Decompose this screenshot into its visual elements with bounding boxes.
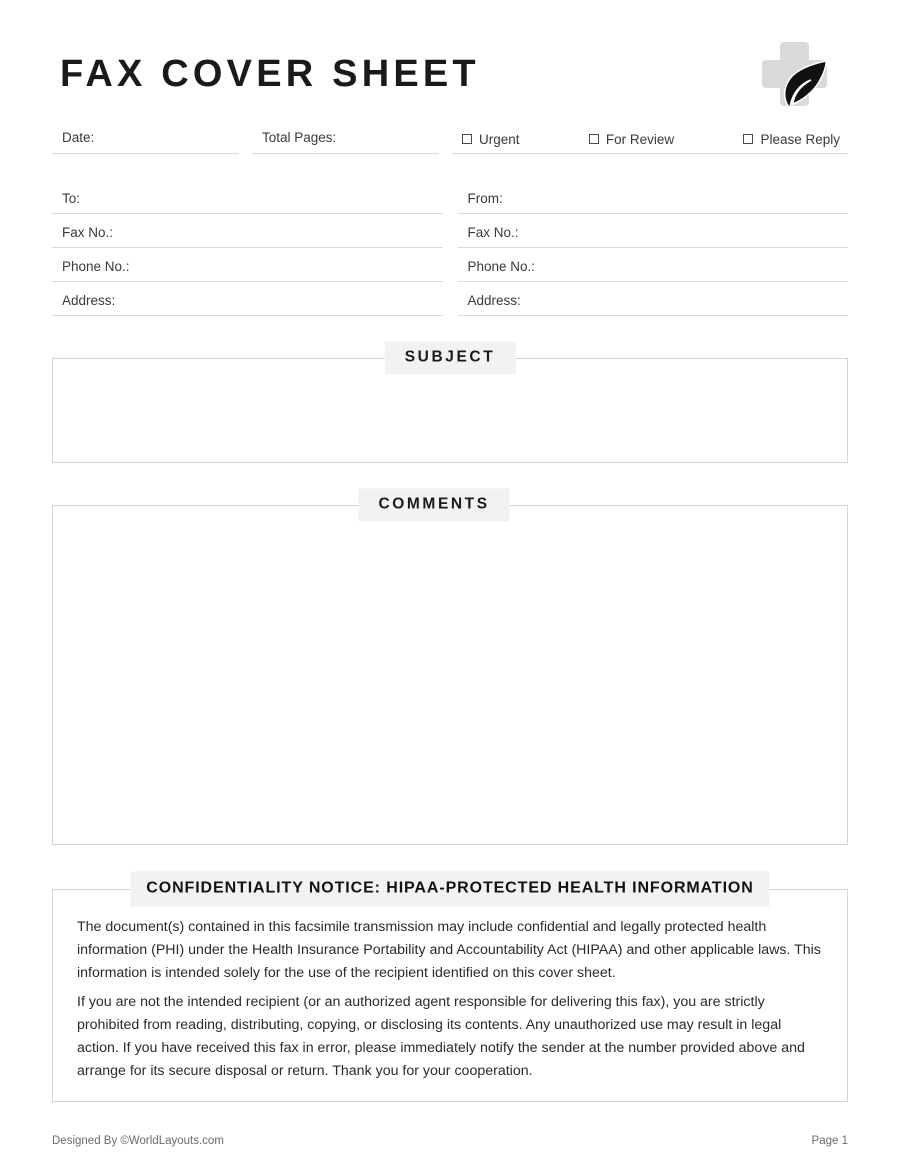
confidentiality-notice-box <box>52 889 848 1102</box>
total-pages-label: Total Pages: <box>262 130 337 145</box>
sender-from-field[interactable] <box>458 180 849 214</box>
sender-address-label: Address: <box>467 292 521 308</box>
medical-cross-leaf-logo-icon <box>756 38 834 110</box>
checkbox-square-icon[interactable] <box>462 134 472 144</box>
subject-section <box>52 348 848 463</box>
sender-fax-label: Fax No.: <box>467 224 519 240</box>
comments-input-area[interactable] <box>52 505 848 845</box>
recipient-phone-label: Phone No.: <box>62 258 130 274</box>
page-header <box>52 0 848 118</box>
sender-phone-label: Phone No.: <box>467 258 536 274</box>
recipient-to-field[interactable] <box>52 180 443 214</box>
recipient-to-label: To: <box>62 190 81 206</box>
sender-column <box>458 180 849 316</box>
recipient-address-label: Address: <box>62 292 116 308</box>
date-field[interactable] <box>52 130 238 154</box>
checkbox-please-reply-label: Please Reply <box>760 131 840 147</box>
recipient-fax-field[interactable] <box>52 214 443 248</box>
sender-phone-field[interactable] <box>458 248 849 282</box>
checkbox-square-icon[interactable] <box>589 134 599 144</box>
recipient-phone-field[interactable] <box>52 248 443 282</box>
confidentiality-notice-section <box>52 879 848 1102</box>
checkbox-for-review-label: For Review <box>605 131 675 147</box>
confidentiality-notice-heading: CONFIDENTIALITY NOTICE: HIPAA-PROTECTED HEALTH INFORMATION <box>130 871 769 906</box>
notice-paragraph-2: If you are not the intended recipient (or an authorized agent responsible for delivering this fax), you are strictly prohibited from reading, distributing, copying, or disclosing its contents. Any unauthorized use may result in legal action. If you have received this fax in error, please immediately notify the sender at the number provided above and arrange for its secure disposal or return. Thank you for your cooperation. <box>77 993 805 1079</box>
notice-paragraph-1: The document(s) contained in this facsimile transmission may include confidential and legally protected health information (PHI) under the Health Insurance Portability and Accountability Act (HIPAA) and other applicable laws. This information is intended solely for the use of the recipient identified on this cover sheet. <box>77 918 821 981</box>
checkbox-please-reply[interactable] <box>743 132 840 147</box>
total-pages-field[interactable] <box>252 130 438 154</box>
sender-address-field[interactable] <box>458 282 849 316</box>
recipient-column <box>52 180 443 316</box>
checkbox-urgent[interactable] <box>462 132 520 147</box>
date-label: Date: <box>62 130 95 145</box>
fax-meta-row <box>52 130 848 154</box>
page-number: Page 1 <box>811 1135 848 1147</box>
checkbox-urgent-label: Urgent <box>479 131 520 147</box>
recipient-address-field[interactable] <box>52 282 443 316</box>
checkbox-for-review[interactable] <box>589 132 674 147</box>
page-title: FAX COVER SHEET <box>60 53 480 95</box>
comments-section <box>52 495 848 845</box>
page-footer <box>52 1135 848 1147</box>
fax-flags-group <box>452 132 848 154</box>
sender-fax-field[interactable] <box>458 214 849 248</box>
parties-row <box>52 180 848 316</box>
recipient-fax-label: Fax No.: <box>62 224 114 240</box>
subject-heading: SUBJECT <box>385 341 516 374</box>
checkbox-square-icon[interactable] <box>743 134 753 144</box>
sender-from-label: From: <box>467 190 503 206</box>
designer-credit: Designed By ©WorldLayouts.com <box>52 1135 224 1147</box>
comments-heading: COMMENTS <box>358 488 509 521</box>
